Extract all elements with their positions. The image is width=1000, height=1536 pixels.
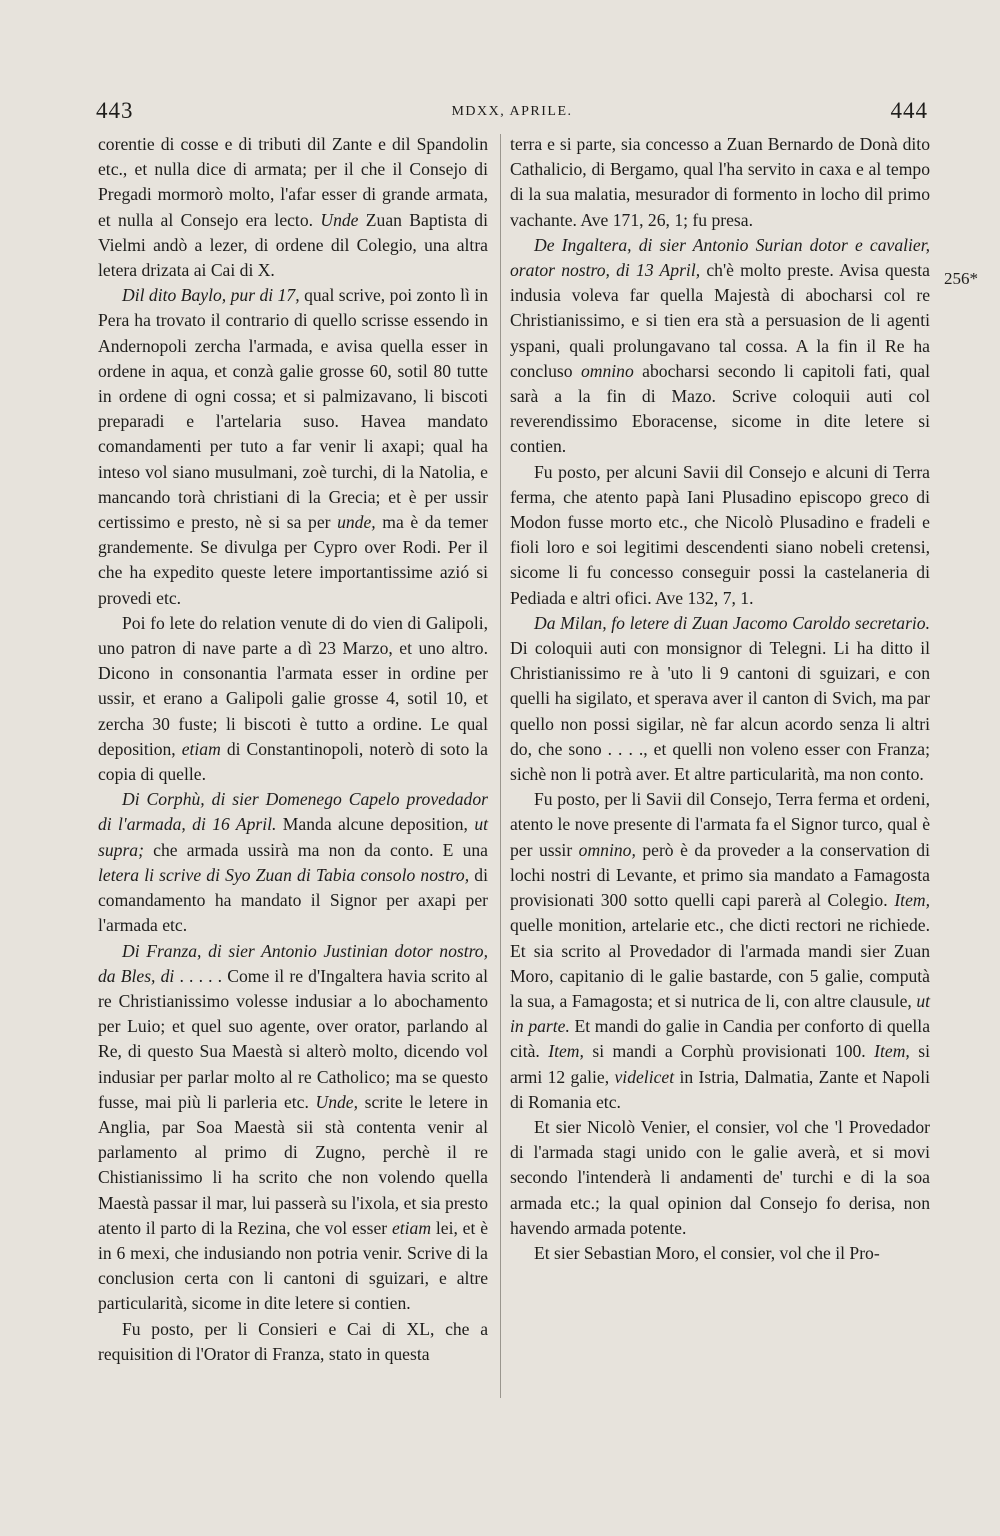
paragraph: [98, 132, 488, 283]
text-run: però è da proveder a la conservation di lochi nostri di Levante, et primo sia mandato a Famagosta provisionati 300 sotto quelli capi parerà al Colegio.: [510, 839, 930, 911]
paragraph: [510, 132, 930, 233]
text-run: Et sier Nicolò Venier, el consier, vol che 'l Provedador di l'armada stagi unido con le galie averà, et si movi secondo l'intenderà li andamenti de' turchi e di la soa armada etc.; la qual opinion dal Consejo fo derisa, non havendo armada potente.: [510, 1116, 930, 1238]
italic-text: omnino: [580, 360, 634, 381]
italic-text: Unde: [320, 209, 359, 230]
italic-text: ut in parte.: [510, 990, 930, 1037]
paragraph: [510, 787, 930, 1115]
paragraph: [510, 1241, 930, 1266]
italic-text: etiam: [181, 738, 221, 759]
italic-text: unde,: [337, 512, 376, 533]
left-column: [98, 132, 488, 1367]
text-run: abocharsi secondo li capitoli fati, qual sarà a la fin di Mazo. Scrive coloquii auti col reverendissimo Eboracense, sicome in dite letere si contien.: [510, 360, 930, 457]
text-run: scrite le letere in Anglia, par Soa Maestà sii stà contenta venir al parlamento al primo di Zugno, perchè il re Chistianissimo li ha scrito che non volendo quella Maestà passar il mar, lui passerà su l'ixola, et sia presto atento il parto di la Rezina, che vol esser: [98, 1091, 489, 1238]
italic-text: letera li scrive di Syo Zuan di Tabia consolo nostro,: [98, 864, 470, 885]
right-column: [510, 132, 930, 1266]
text-run: Fu posto, per alcuni Savii dil Consejo e alcuni di Terra ferma, che atento papà Iani Plusadino episcopo greco di Modon fusse morto etc., che Nicolò Plusadino e fradeli e fioli loro e soi legitimi descendenti siano nobeli cretensi, sicome li fu concesso conseguir possi la castelaneria di Pediada e altri ofici. Ave 132, 7, 1.: [510, 461, 930, 608]
italic-text: Da Milan, fo letere di Zuan Jacomo Caroldo secretario.: [534, 612, 930, 633]
text-run: Di coloquii auti con monsignor di Telegni. Li ha ditto il Christianissimo re à 'uto li 9 cantoni di sguizari, e con quelli ha sigilato, et sperava aver il canton di Svich, ma par quello non possi sigilar, nè far alcun acordo senza li altri do, che sono . . . ., et quelli non voleno esser con Franza; sichè non li potrà aver. Et altre particularità, ma non conto.: [510, 638, 930, 785]
italic-text: Item,: [548, 1041, 584, 1062]
italic-text: omnino,: [578, 839, 636, 860]
text-run: che armada ussirà ma non da conto. E una: [143, 839, 488, 860]
italic-text: Di Franza, di sier Antonio Justinian dotor nostro, da Bles, di: [98, 940, 488, 986]
text-run: in Istria, Dalmatia, Zante et Napoli di Romania etc.: [510, 1066, 930, 1112]
paragraph: [510, 460, 930, 611]
text-run: ma è da temer grandemente. Se divulga per Cypro over Rodi. Per il che ha expedito queste letere importantissime azió si provedi etc.: [98, 512, 488, 608]
page-header: [96, 98, 928, 128]
italic-text: Di Corphù, di sier Domenego Capelo provedador di l'armada, di 16 April.: [98, 789, 488, 835]
italic-text: videlicet: [614, 1066, 675, 1087]
paragraph: [98, 939, 488, 1317]
paragraph: [98, 787, 488, 938]
text-run: si mandi a Corphù provisionati 100.: [583, 1041, 875, 1062]
page-number-right: 444: [890, 98, 928, 123]
italic-text: De Ingaltera, di sier Antonio Surian dotor e cavalier, orator nostro, di 13 April,: [510, 234, 930, 281]
text-run: di Constantinopoli, noterò di soto la copia di quelle.: [98, 738, 488, 785]
text-run: si armi 12 galie,: [510, 1041, 930, 1087]
text-run: qual scrive, poi zonto lì in Pera ha trovato il contrario di quello scrisse essendo in Andernopoli zercha l'armada, e avisa quella esser in ordene in aqua, et conzà galie grosse 60, sotil 80 tutte in ordene di ogni cossa; et si palmizavano, li biscoti preparadi e l'artelaria suso. Havea mandato comandamenti per tuto a far venir li axapi; qual ha inteso vol siano musulmani, zoè turchi, di la Natolia, e mancando torà christiani di la Grecia; et è per ussir certissimo e presto, nè si sa per: [98, 285, 488, 533]
text-run: lei, et è in 6 mexi, che indusiando non potria venir. Scrive di la conclusion certa con li cantoni di sguizari, e altre particularità, sicome in dite letere si contien.: [98, 1217, 489, 1314]
text-run: ch'è molto preste. Avisa questa indusia voleva far quella Majestà di abocharsi col re Christianissimo, e si tien era stà a persuasion de li agenti yspani, quali prolungavano tal cossa. A la fin il Re ha concluso: [510, 260, 930, 381]
paragraph: [98, 611, 488, 787]
text-run: . . . . . Come il re d'Ingaltera havia scrito al re Christianissimo volesse indusiar a lo abochamento per Luio; et quel suo agente, over orator, parlando al Re, di questo Sua Maestà si alterò molto, dicendo vol indusiar per parlar molto al re Catholico; ma se questo fusse, mai più li parleria etc.: [98, 965, 489, 1112]
italic-text: Dil dito Baylo, pur di 17,: [122, 285, 300, 306]
text-run: Zuan Baptista di Vielmi andò a lezer, di ordene dil Colegio, una altra letera drizata ai Cai di X.: [98, 209, 488, 281]
paragraph: [98, 1317, 488, 1367]
running-title: MDXX, APRILE.: [451, 104, 573, 119]
margin-note: 256*: [944, 269, 978, 288]
text-run: Fu posto, per li Savii dil Consejo, Terra ferma et ordeni, atento le nove presente di l'armata fa el Signor turco, qual è per ussir: [510, 789, 930, 860]
text-run: Manda alcune deposition,: [276, 814, 475, 835]
paragraph: [510, 1115, 930, 1241]
text-run: Et sier Sebastian Moro, el consier, vol che il Pro-: [534, 1242, 880, 1263]
italic-text: ut supra;: [98, 814, 488, 860]
column-divider: [500, 134, 501, 1398]
text-run: Poi fo lete do relation venute di do vien di Galipoli, uno patron di nave parte a dì 23 Marzo, et uno altro. Dicono in consonantia l'armata esser in ordine per ussir, et erano a Galipoli galie grosse 4, sotil 10, et zercha 30 fuste; li biscoti è tutto a ordine. Le qual deposition,: [98, 612, 488, 759]
paragraph: [510, 233, 930, 460]
text-run: quelle monition, artelarie etc., che dicti rectori ne richiede. Et sia scrito al Provedador di l'armada mandi sier Zuan Moro, capitanio di le galie bastarde, con 5 galie, computà la sua, a Famagosta; et si nutrica de li, con altre clausule,: [510, 915, 930, 1011]
italic-text: Unde,: [315, 1091, 359, 1112]
paragraph: [98, 283, 488, 611]
text-run: corentie di cosse e di tributi dil Zante e dil Spandolin etc., et nulla dice di armata; per il che il Consejo di Pregadi mormorò molto, l'afar esser di grande armata, et nulla al Consejo era lecto.: [98, 134, 488, 230]
italic-text: Item,: [894, 890, 930, 911]
italic-text: etiam: [391, 1217, 432, 1238]
text-run: terra e si parte, sia concesso a Zuan Bernardo de Donà dito Cathalicio, di Bergamo, qual l'ha servito in caxa e al tempo di la sua malatia, mesurador di formento in locho dil primo vachante. Ave 171, 26, 1; fu presa.: [510, 134, 930, 230]
page-number-left: 443: [96, 98, 134, 123]
italic-text: Item,: [874, 1041, 910, 1062]
text-run: Fu posto, per li Consieri e Cai di XL, che a requisition di l'Orator di Franza, stato in questa: [98, 1318, 488, 1364]
text-run: Et mandi do galie in Candia per conforto di quella cità.: [510, 1016, 931, 1062]
paragraph: [510, 611, 930, 787]
text-run: di comandamento ha mandato il Signor per axapi per l'armada etc.: [98, 864, 488, 936]
